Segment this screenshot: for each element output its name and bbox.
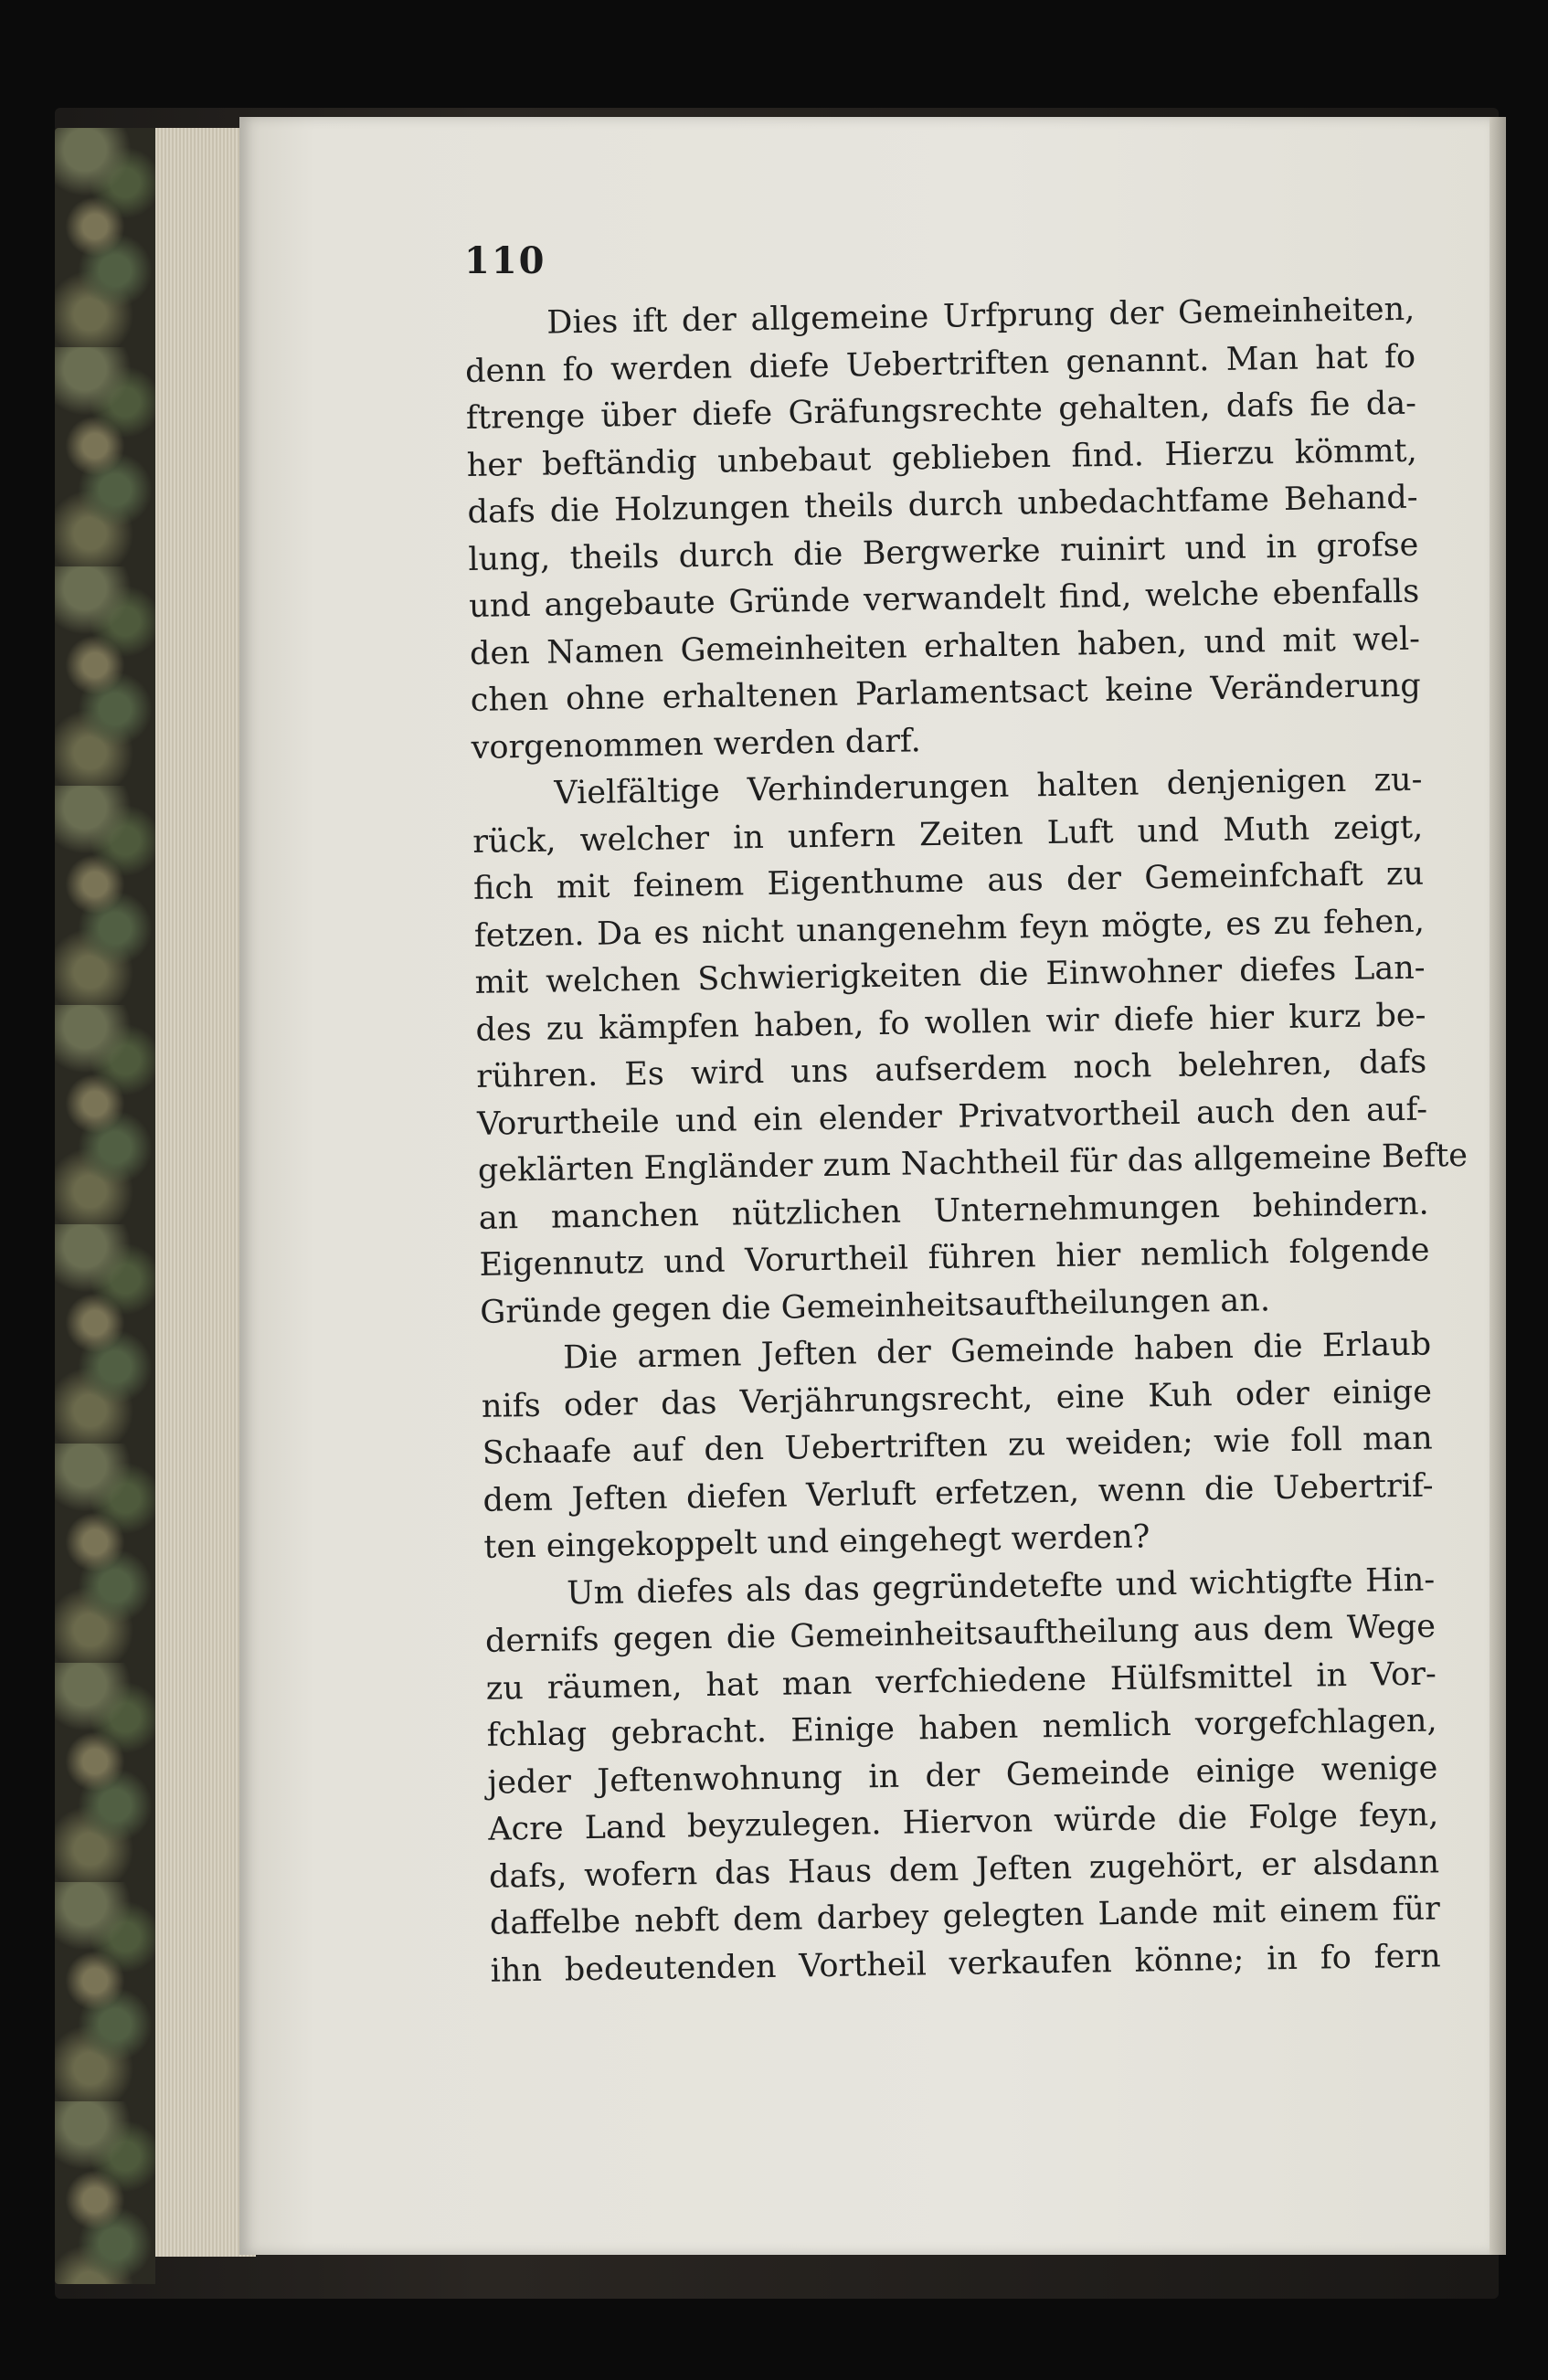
text-line: des zu kämpfen haben, fo wollen wir diefe hier kurz be- xyxy=(475,997,1426,1049)
text-line: und angebaute Gründe verwandelt find, welche ebenfalls xyxy=(468,573,1420,625)
text-line: ihn bedeutenden Vortheil verkaufen könne; in fo fern xyxy=(490,1937,1441,1990)
text-line: dafs die Holzungen theils durch unbedachtfame Behand- xyxy=(467,479,1418,531)
text-line: chen ohne erhaltenen Parlamentsact keine Veränderung xyxy=(470,667,1422,719)
marbled-binding xyxy=(55,128,155,2284)
text-line: an manchen nützlichen Unternehmungen behindern. xyxy=(478,1185,1429,1237)
text-line: den Namen Gemeinheiten erhalten haben, und mit wel- xyxy=(469,620,1421,672)
text-line: nifs oder das Verjährungsrecht, eine Kuh oder einige xyxy=(481,1373,1433,1425)
text-line: Eigennutz und Vorurtheil führen hier nemlich folgende xyxy=(479,1232,1430,1284)
text-line: fich mit feinem Eigenthume aus der Gemeinfchaft zu xyxy=(472,855,1425,907)
text-line: Um diefes als das gegründetefte und wichtigfte Hin- xyxy=(566,1560,1436,1612)
text-line: denn fo werden diefe Uebertriften genannt. Man hat fo xyxy=(464,338,1416,390)
page-number: 110 xyxy=(464,239,546,282)
text-line: Die armen Jeften der Gemeinde haben die Erlaub xyxy=(562,1326,1432,1377)
text-line: dafs, wofern das Haus dem Jeften zugehört, er alsdann xyxy=(488,1843,1440,1896)
text-line: dernifs gegen die Gemeinheitsauftheilung aus dem Wege xyxy=(484,1608,1437,1660)
text-line: fchlag gebracht. Einige haben nemlich vorgefchlagen, xyxy=(486,1702,1437,1754)
text-line: fetzen. Da es nicht unangenehm feyn mögte, es zu fehen, xyxy=(473,903,1426,955)
text-line: jeder Jeftenwohnung in der Gemeinde einige wenige xyxy=(487,1749,1438,1802)
text-line: dem Jeften diefen Verluft erfetzen, wenn die Uebertrif- xyxy=(482,1467,1434,1519)
text-line: lung, theils durch die Bergwerke ruinirt und in grofse xyxy=(468,526,1419,578)
page-right-edge xyxy=(1490,117,1506,2255)
text-line: Vorurtheile und ein elender Privatvortheil auch den auf- xyxy=(476,1091,1428,1143)
text-line: ftrenge über diefe Gräfungsrechte gehalten, dafs fie da- xyxy=(465,385,1417,437)
text-line: Vielfältige Verhinderungen halten denjenigen zu- xyxy=(554,761,1423,812)
text-line: vorgenommen werden darf. xyxy=(471,722,922,767)
text-line: her beftändig unbebaut geblieben find. Hierzu kömmt, xyxy=(466,432,1418,484)
text-line: ten eingekoppelt und eingehegt werden? xyxy=(483,1518,1150,1566)
text-line: geklärten Engländer zum Nachtheil für das allgemeine Befte xyxy=(477,1137,1468,1190)
text-line: zu räumen, hat man verfchiedene Hülfsmittel in Vor- xyxy=(485,1655,1437,1708)
text-line: mit welchen Schwierigkeiten die Einwohner diefes Lan- xyxy=(474,949,1426,1001)
text-line: rühren. Es wird uns aufserdem noch belehren, dafs xyxy=(476,1043,1427,1095)
text-line: Dies ift der allgemeine Urfprung der Gemeinheiten, xyxy=(546,291,1415,342)
text-line: rück, welcher in unfern Zeiten Luft und Muth zeigt, xyxy=(472,809,1424,861)
text-line: Schaafe auf den Uebertriften zu weiden; wie foll man xyxy=(482,1420,1433,1472)
body-text xyxy=(464,287,1468,1995)
text-line: Gründe gegen die Gemeinheitsauftheilungen an. xyxy=(480,1281,1271,1331)
text-line: daffelbe nebft dem darbey gelegten Lande mit einem für xyxy=(489,1890,1441,1942)
text-line: Acre Land beyzulegen. Hiervon würde die Folge feyn, xyxy=(487,1796,1439,1848)
